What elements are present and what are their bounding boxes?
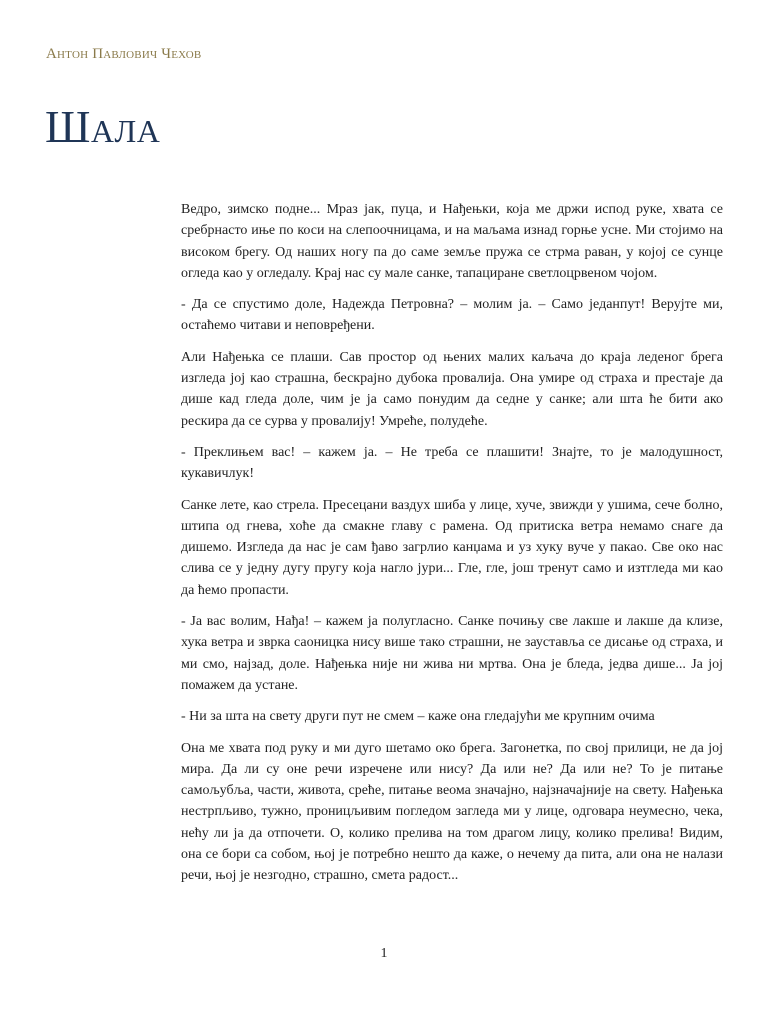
- paragraph: - Ја вас волим, Нађа! – кажем ја полугласно. Санке почињу све лакше и лакше да клизе, хука ветра и зврка саоницка нису више тако страшни, не зауставља се дисање од страха, и ми смо, најзад, доле. Нађењка није ни жива ни мртва. Она је бледа, једва дише... Ја јој помажем да устане.: [181, 614, 723, 693]
- paragraph: Она ме хвата под руку и ми дуго шетамо око брега. Загонетка, по свој прилици, не да јој мира. Да ли су оне речи изречене или нису? Да или не? Да или не? То је питање самољубља, части, живота, среће, питање веома значајно, најзначајније на свету. Нађењка нестрпљиво, тужно, проницљивим погледом загледа ми у лице, одговара неумесно, чека, нећу ли ја да отпочети. О, колико прелива на том драгом лицу, колико прелива! Видим, она се бори са собом, њој је потребно нешто да каже, о нечему да пита, али она не налази речи, њој је незгодно, страшно, смета радост...: [181, 740, 723, 884]
- paragraph: - Преклињем вас! – кажем ја. – Не треба се плашити! Знајте, то је малодушност, кукавичлук!: [181, 444, 723, 482]
- page-number: 1: [380, 946, 388, 961]
- paragraph: Санке лете, као стрела. Пресецани ваздух шиба у лице, хуче, звижди у ушима, сече болно, штипа од гнева, хоће да смакне главу с рамена. Од притиска ветра немамо снаге да дишемо. Изгледа да нас је сам ђаво загрлио канџама и уз хуку вуче у пакао. Све око нас слива се у једну дугу пругу која нагло јури... Гле, гле, још тренут само и изтгледа ми као да ћемо пропасти.: [181, 497, 723, 598]
- paragraph: Ведро, зимско подне... Мраз јак, пуца, и Нађењки, која ме држи испод руке, хвата се сребрнасто иње по коси на слепоочницама, и на маљама изнад горње усне. Ми стојимо на високом брегу. Од наших ногу па до саме земље пружа се стрма раван, у којој се сунце огледа као у огледалу. Крај нас су мале санке, тапациране светлоцрвеном чојом.: [181, 202, 723, 281]
- paragraph: - Да се спустимо доле, Надежда Петровна? – молим ја. – Само једанпут! Верујте ми, остаћемо читави и неповређени.: [181, 297, 723, 334]
- author-name: Антон Павлович Чехов: [46, 46, 202, 62]
- paragraph: Али Нађењка се плаши. Сав простор од њених малих каљача до краја леденог брега изгледа јој као страшна, бескрајно дубока провалија. Она умире од страха и престаје да дише кад гледа доле, чим је ја само понудим да седне у санке; али шта ће бити ако рескира да се сурва у провалију! Умреће, полудеће.: [181, 349, 723, 429]
- story-body: [181, 199, 723, 897]
- page-title: Шала: [45, 102, 161, 152]
- paragraph: - Ни за шта на свету други пут не смем – каже она гледајући ме крупним очима: [181, 709, 655, 725]
